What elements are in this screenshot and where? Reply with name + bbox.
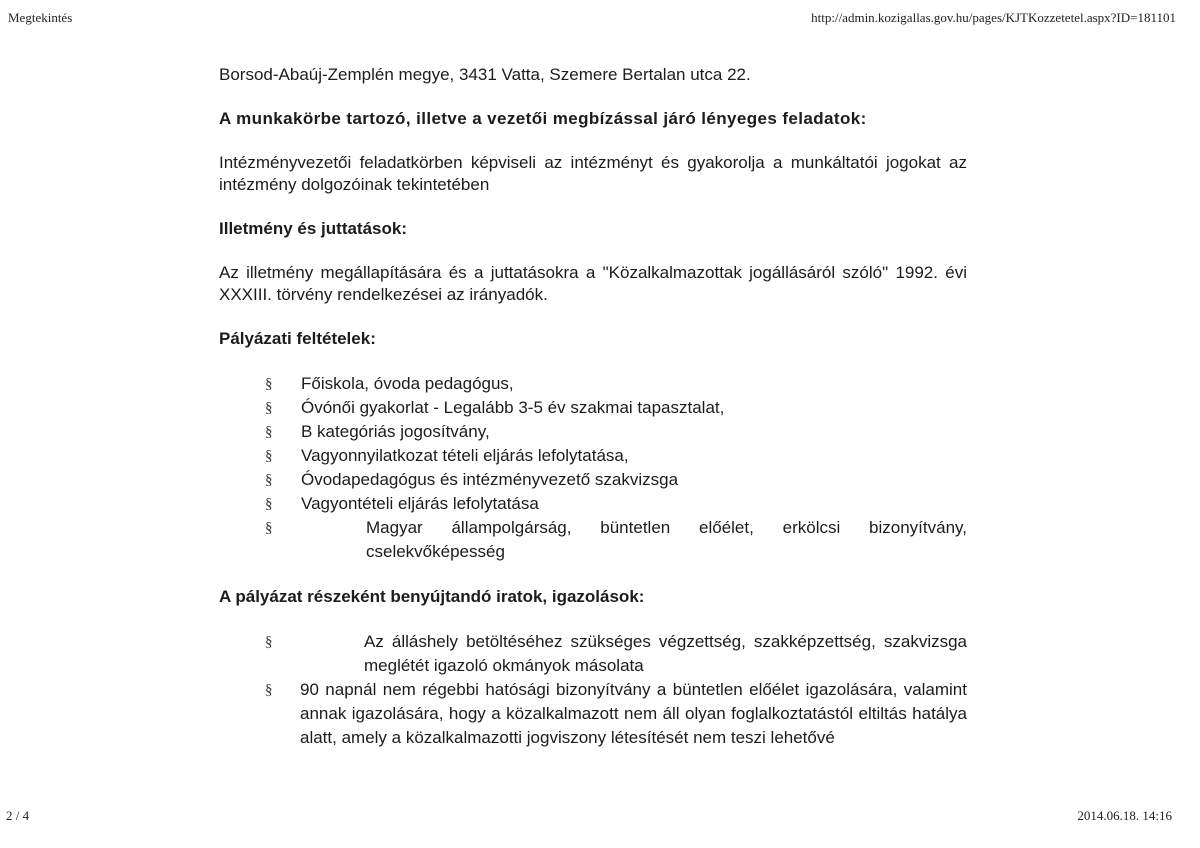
list-item <box>219 516 967 564</box>
conditions-list <box>219 372 967 564</box>
documents-list <box>219 630 967 750</box>
list-item <box>219 396 967 420</box>
section-sign-icon: § <box>265 376 273 392</box>
list-item-text: 90 napnál nem régebbi hatósági bizonyítvány a büntetlen előélet igazolására, valamint annak igazolására, hogy a közalkalmazott nem áll olyan foglalkoztatástól eltiltás hatálya alatt, amely a közalkalmazotti jogviszony létesítését nem teszi lehetővé <box>300 680 967 747</box>
print-header-title: Megtekintés <box>8 10 73 25</box>
section-sign-icon: § <box>265 424 273 440</box>
list-item-text: Vagyonnyilatkozat tételi eljárás lefolytatása, <box>301 446 629 465</box>
page-number: 2 / 4 <box>6 808 30 823</box>
list-item <box>219 492 967 516</box>
duties-heading: A munkakörbe tartozó, illetve a vezetői megbízással járó lényeges feladatok: <box>219 109 867 128</box>
section-sign-icon: § <box>265 472 273 488</box>
list-item-text: Magyar állampolgárság, büntetlen előélet, erkölcsi bizonyítvány, cselekvőképesség <box>366 518 967 561</box>
list-item-text: Óvónői gyakorlat - Legalább 3-5 év szakmai tapasztalat, <box>301 398 725 417</box>
list-item <box>219 420 967 444</box>
list-item-text: Főiskola, óvoda pedagógus, <box>301 374 514 393</box>
salary-heading: Illetmény és juttatások: <box>219 219 408 238</box>
print-header-url: http://admin.kozigallas.gov.hu/pages/KJTKozzetetel.aspx?ID=181101 <box>811 10 1176 25</box>
conditions-heading: Pályázati feltételek: <box>219 329 376 348</box>
section-sign-icon: § <box>265 448 273 464</box>
section-sign-icon: § <box>265 520 273 536</box>
list-item <box>219 468 967 492</box>
documents-heading: A pályázat részeként benyújtandó iratok, igazolások: <box>219 587 645 606</box>
list-item <box>219 372 967 396</box>
section-sign-icon: § <box>265 634 273 650</box>
list-item <box>219 444 967 468</box>
list-item <box>219 630 967 678</box>
list-item <box>219 678 967 750</box>
section-sign-icon: § <box>265 496 273 512</box>
list-item-text: Az álláshely betöltéséhez szükséges végzettség, szakképzettség, szakvizsga meglétét igazoló okmányok másolata <box>364 632 967 675</box>
print-datetime: 2014.06.18. 14:16 <box>1077 808 1172 823</box>
salary-text: Az illetmény megállapítására és a juttatásokra a "Közalkalmazottak jogállásáról szóló" 1992. évi XXXIII. törvény rendelkezései az irányadók. <box>219 263 967 304</box>
list-item-text: Vagyontételi eljárás lefolytatása <box>301 494 539 513</box>
document-body <box>219 64 967 772</box>
section-sign-icon: § <box>265 400 273 416</box>
section-sign-icon: § <box>265 682 273 698</box>
address: Borsod-Abaúj-Zemplén megye, 3431 Vatta, Szemere Bertalan utca 22. <box>219 65 751 84</box>
list-item-text: Óvodapedagógus és intézményvezető szakvizsga <box>301 470 679 489</box>
list-item-text: B kategóriás jogosítvány, <box>301 422 490 441</box>
duties-text: Intézményvezetői feladatkörben képviseli az intézményt és gyakorolja a munkáltatói jogokat az intézmény dolgozóinak tekintetében <box>219 153 967 194</box>
